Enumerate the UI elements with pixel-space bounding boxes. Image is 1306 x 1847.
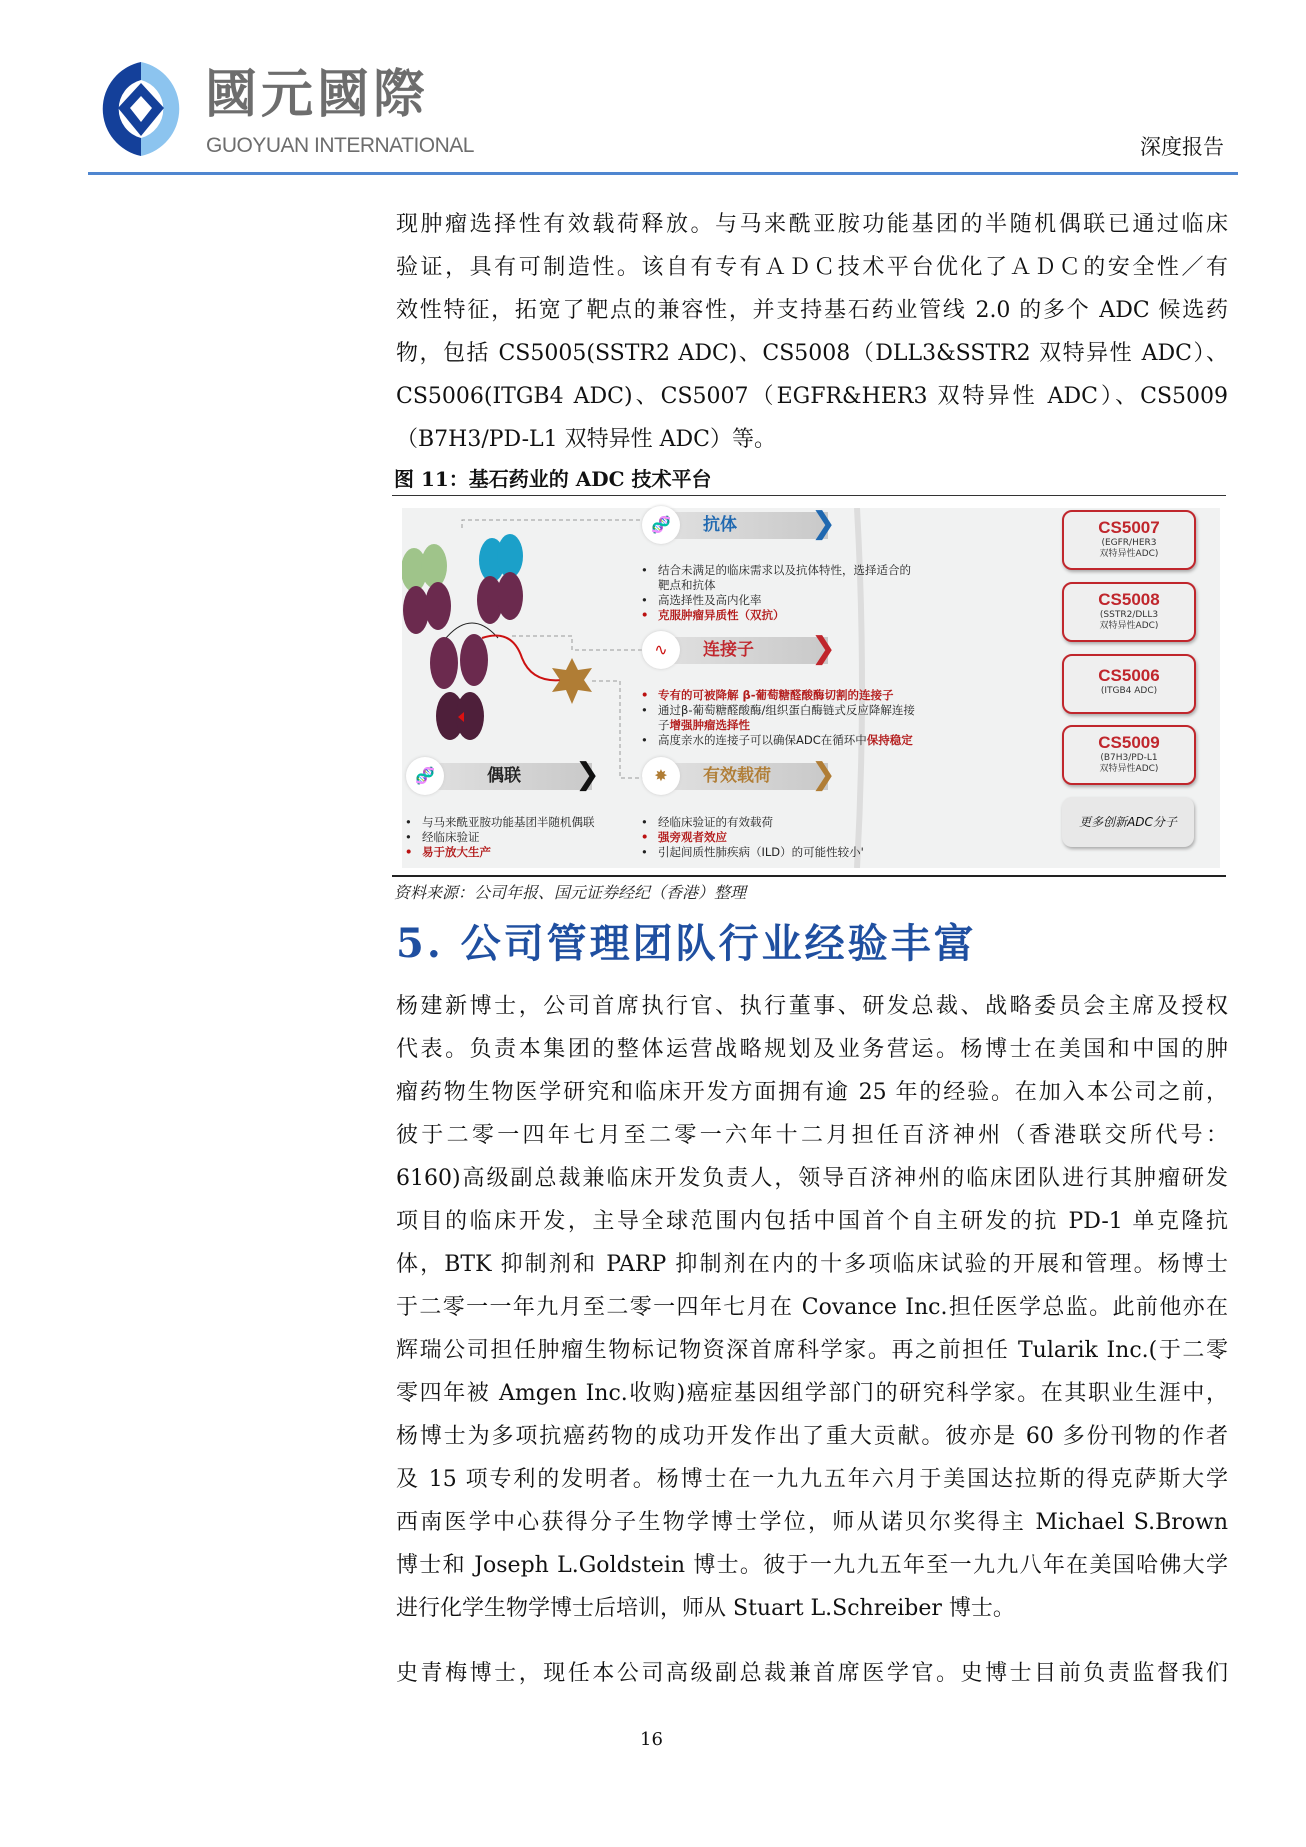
section-heading: 5. 公司管理团队行业经验丰富 xyxy=(396,920,977,967)
pipeline-card xyxy=(1062,654,1196,714)
text-line: （B7H3/PD-L1 双特异性 ADC）等。 xyxy=(396,427,776,452)
bullet-text: 高度亲水的连接子可以确保ADC在循环中 xyxy=(658,733,867,747)
text-line: CS5006(ITGB4 ADC)、CS5007（EGFR&HER3 双特异性 ADC）、CS5009 xyxy=(396,384,1228,409)
chevron-right-icon: ❯ xyxy=(810,506,836,541)
pipeline-desc: (EGFR/HER3 xyxy=(1101,538,1157,548)
highlight-text: 增强肿瘤选择性 xyxy=(669,718,750,732)
text-line: 博士和 Joseph L.Goldstein 博士。彼于一九九五年至一九九八年在美国哈佛大学 xyxy=(396,1553,1228,1578)
bullet-item: • 经临床验证的有效载荷 xyxy=(638,815,864,830)
linker-bullets xyxy=(638,688,915,748)
bullet-item xyxy=(638,830,864,845)
text-line: 现肿瘤选择性有效载荷释放。与马来酰亚胺功能基团的半随机偶联已通过临床 xyxy=(396,212,1228,237)
antibody-bullets xyxy=(638,563,911,623)
conjugation-bullets xyxy=(402,815,595,860)
figure-bottom-rule xyxy=(392,875,1226,877)
pipeline-desc: 双特异性ADC) xyxy=(1099,621,1159,631)
antibody-icon: 🧬 xyxy=(642,506,680,544)
payload-star-icon: ✸ xyxy=(642,757,680,795)
antibody-banner xyxy=(648,506,836,541)
bullet-item: • 引起间质性肺疾病（ILD）的可能性较小' xyxy=(638,845,864,860)
paragraph-ceo-bio xyxy=(396,985,1228,1630)
bullet-item-continued xyxy=(638,718,915,733)
pipeline-name: CS5009 xyxy=(1098,733,1160,752)
pipeline-card xyxy=(1062,725,1196,785)
conjugate-icon: 🧬 xyxy=(406,757,444,795)
paragraph-adc-platform xyxy=(396,203,1228,461)
logo-english-name: GUOYUAN INTERNATIONAL xyxy=(206,134,474,157)
bullet-item xyxy=(638,733,915,748)
page-number: 16 xyxy=(640,1729,663,1750)
linker-banner xyxy=(648,631,836,666)
logo-chinese-name: 國元國際 xyxy=(205,65,430,125)
text-line: 进行化学生物学博士后培训，师从 Stuart L.Schreiber 博士。 xyxy=(396,1596,1015,1621)
bullet-text: 的可被降解 β-葡萄糖醛酸酶切割的连接子 xyxy=(681,688,894,702)
text-line: 史青梅博士，现任本公司高级副总裁兼首席医学官。史博士目前负责监督我们 xyxy=(396,1661,1228,1686)
text-line: 6160)高级副总裁兼临床开发负责人，领导百济神州的临床团队进行其肿瘤研发 xyxy=(396,1166,1228,1191)
payload-label: 有效载荷 xyxy=(703,766,771,786)
pipeline-desc: 双特异性ADC) xyxy=(1099,549,1159,559)
highlight-text: 强旁观者效应 xyxy=(658,830,727,844)
figure-top-rule xyxy=(392,495,1226,496)
antibody-label: 抗体 xyxy=(703,515,737,535)
highlight-text: 克服肿瘤异质性 xyxy=(658,608,739,622)
more-adc-card: 更多创新ADC分子 xyxy=(1062,797,1194,847)
pipeline-desc: (B7H3/PD-L1 xyxy=(1100,753,1158,763)
header-divider xyxy=(88,172,1238,175)
text-line: 辉瑞公司担任肿瘤生物标记物资深首席科学家。再之前担任 Tularik Inc.(于二零 xyxy=(396,1338,1228,1363)
text-line: 项目的临床开发，主导全球范围内包括中国首个自主研发的抗 PD-1 单克隆抗 xyxy=(396,1209,1228,1234)
text-line: 验证，具有可制造性。该自有专有ＡＤＣ技术平台优化了ＡＤＣ的安全性／有 xyxy=(396,255,1228,280)
pipeline-name: CS5008 xyxy=(1098,590,1160,609)
bullet-item xyxy=(638,688,915,703)
payload-bullets xyxy=(638,815,864,860)
text-line: 物，包括 CS5005(SSTR2 ADC)、CS5008（DLL3&SSTR2 双特异性 ADC）、 xyxy=(396,341,1228,366)
pipeline-name: CS5007 xyxy=(1098,518,1160,537)
bullet-item: • 通过β-葡萄糖醛酸酶/组织蛋白酶链式反应降解连接 xyxy=(638,703,915,718)
guoyuan-logo-icon xyxy=(88,58,194,160)
pipeline-card xyxy=(1062,582,1196,642)
chevron-right-icon: ❯ xyxy=(810,631,836,666)
bullet-item xyxy=(638,608,911,623)
highlight-text: 专有 xyxy=(658,688,681,702)
bullet-item: • 结合未满足的临床需求以及抗体特性，选择适合的 xyxy=(638,563,911,578)
linker-label: 连接子 xyxy=(703,640,754,660)
text-line: 西南医学中心获得分子生物学博士学位，师从诺贝尔奖得主 Michael S.Brown xyxy=(396,1510,1228,1535)
figure-caption: 图 11：基石药业的 ADC 技术平台 xyxy=(394,467,712,491)
bullet-item: • 经临床验证 xyxy=(402,830,595,845)
text-line: 杨博士为多项抗癌药物的成功开发作出了重大贡献。彼亦是 60 多份刊物的作者 xyxy=(396,1424,1228,1449)
adc-platform-diagram xyxy=(402,508,1220,868)
text-line: 于二零一一年九月至二零一四年七月在 Covance Inc.担任医学总监。此前他亦在 xyxy=(396,1295,1228,1320)
text-line: 杨建新博士，公司首席执行官、执行董事、研发总裁、战略委员会主席及授权 xyxy=(396,994,1228,1019)
bullet-text: 子 xyxy=(658,718,670,732)
highlight-text: 保持稳定 xyxy=(866,733,913,747)
figure-source: 资料来源：公司年报、国元证券经纪（香港）整理 xyxy=(394,883,747,902)
bullet-item: • 高选择性及高内化率 xyxy=(638,593,911,608)
text-line: 瘤药物生物医学研究和临床开发方面拥有逾 25 年的经验。在加入本公司之前， xyxy=(396,1080,1228,1105)
text-line: 零四年被 Amgen Inc.收购)癌症基因组学部门的研究科学家。在其职业生涯中， xyxy=(396,1381,1228,1406)
pipeline-desc: 双特异性ADC) xyxy=(1099,764,1159,774)
paragraph-cmo-bio xyxy=(396,1652,1228,1695)
pipeline-desc: (SSTR2/DLL3 xyxy=(1099,610,1159,620)
report-type-label: 深度报告 xyxy=(1140,135,1224,159)
bullet-item-continued: 靶点和抗体 xyxy=(658,578,716,592)
bullet-suffix: （双抗） xyxy=(738,608,785,622)
payload-banner xyxy=(648,757,836,792)
pipeline-name: CS5006 xyxy=(1098,666,1160,685)
text-line: 彼于二零一四年七月至二零一六年十二月担任百济神州（香港联交所代号： xyxy=(396,1123,1228,1148)
pipeline-card xyxy=(1062,510,1196,570)
bullet-item: • 与马来酰亚胺功能基团半随机偶联 xyxy=(402,815,595,830)
conjugation-label: 偶联 xyxy=(487,766,521,786)
text-line: 及 15 项专利的发明者。杨博士在一九九五年六月于美国达拉斯的得克萨斯大学 xyxy=(396,1467,1228,1492)
text-line: 效性特征，拓宽了靶点的兼容性，并支持基石药业管线 2.0 的多个 ADC 候选药 xyxy=(396,298,1228,323)
highlight-text: 易于放大生产 xyxy=(422,845,491,859)
text-line: 代表。负责本集团的整体运营战略规划及业务营运。杨博士在美国和中国的肿 xyxy=(396,1037,1228,1062)
chevron-right-icon: ❯ xyxy=(810,757,836,792)
conjugation-banner xyxy=(412,757,600,792)
chevron-right-icon: ❯ xyxy=(574,757,600,792)
text-line: 体，BTK 抑制剂和 PARP 抑制剂在内的十多项临床试验的开展和管理。杨博士 xyxy=(396,1252,1228,1277)
bullet-item xyxy=(402,845,595,860)
pipeline-desc: (ITGB4 ADC) xyxy=(1100,686,1158,696)
linker-icon: ∿ xyxy=(642,631,680,669)
